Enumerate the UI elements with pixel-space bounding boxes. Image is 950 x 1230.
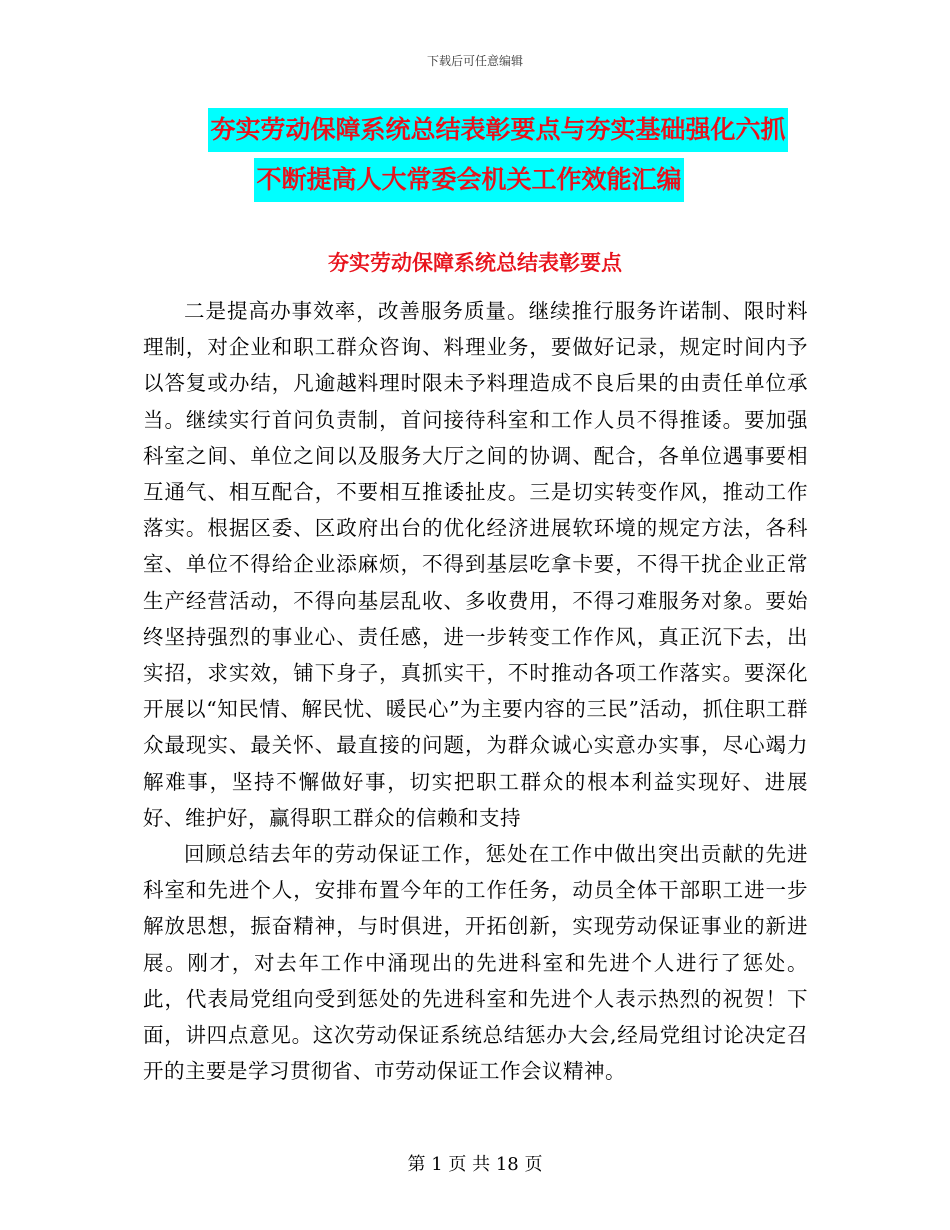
section-title: 夯实劳动保障系统总结表彰要点 [328,251,622,275]
body-paragraph-1: 二是提高办事效率，改善服务质量。继续推行服务许诺制、限时料理制，对企业和职工群众咨询、料理业务，要做好记录，规定时间内予以答复或办结，凡逾越料理时限未予料理造成不良后果的由责任单位承当。继续实行首问负责制，首问接待科室和工作人员不得推诿。要加强科室之间、单位之间以及服务大厅之间的协调、配合，各单位遇事要相互通气、相互配合，不要相互推诿扯皮。三是切实转变作风，推动工作落实。根据区委、区政府出台的优化经济进展软环境的规定方法，各科室、单位不得给企业添麻烦，不得到基层吃拿卡要，不得干扰企业正常生产经营活动，不得向基层乱收、多收费用，不得刁难服务对象。要始终坚持强烈的事业心、责任感，进一步转变工作作风，真正沉下去，出实招，求实效，铺下身子，真抓实干，不时推动各项工作落实。要深化开展以“知民情、解民忧、暖民心”为主要内容的三民”活动，抓住职工群众最现实、最关怀、最直接的问题，为群众诚心实意办实事，尽心竭力解难事，坚持不懈做好事，切实把职工群众的根本利益实现好、进展好、维护好，赢得职工群众的信赖和支持 [143,299,808,830]
document-title [0,108,950,208]
document-title-line-1: 夯实劳动保障系统总结表彰要点与夯实基础强化六抓 [208,108,787,152]
body-text [143,293,808,1089]
document-title-line-2: 不断提高人大常委会机关工作效能汇编 [254,158,683,202]
page-header-note: 下载后可任意编辑 [426,54,523,68]
body-paragraph-2: 回顾总结去年的劳动保证工作，惩处在工作中做出突出贡献的先进科室和先进个人，安排布置今年的工作任务，动员全体干部职工进一步解放思想，振奋精神，与时俱进，开拓创新，实现劳动保证事业的新进展。刚才，对去年工作中涌现出的先进科室和先进个人进行了惩处。此，代表局党组向受到惩处的先进科室和先进个人表示热烈的祝贺！下面，讲四点意见。这次劳动保证系统总结惩办大会,经局党组讨论决定召开的主要是学习贯彻省、市劳动保证工作会议精神。 [143,842,808,1084]
page-number: 第 1 页 共 18 页 [407,1154,543,1175]
